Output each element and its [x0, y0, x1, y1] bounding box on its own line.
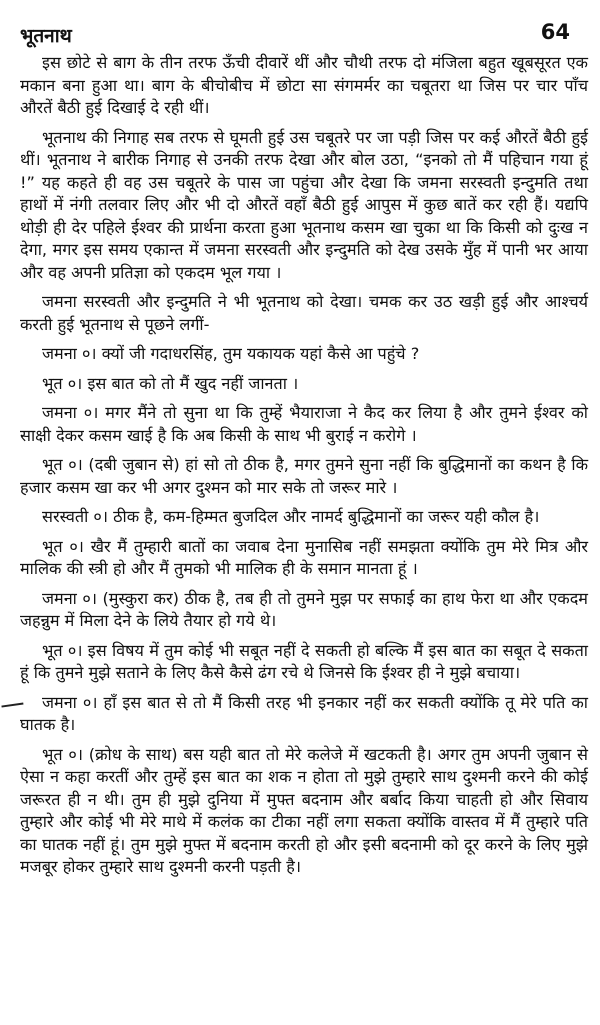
page-header: [20, 0, 588, 52]
paragraph: जमना ०। मगर मैंने तो सुना था कि तुम्हें भैयाराजा ने कैद कर लिया है और तुमने ईश्वर को साक्षी देकर कसम खाई है कि अब किसी के साथ भी बुराई न करोगे ।: [20, 403, 588, 445]
running-title: भूतनाथ: [20, 25, 72, 47]
paragraph: भूत ०। (दबी जुबान से) हां सो तो ठीक है, मगर तुमने सुना नहीं कि बुद्धिमानों का कथन है कि हजार कसम खा कर भी अगर दुश्मन को मार सके तो जरूर मारे ।: [20, 455, 588, 497]
paragraph: जमना ०। (मुस्कुरा कर) ठीक है, तब ही तो तुमने मुझ पर सफाई का हाथ फेरा था और एकदम जहन्नुम में मिला देने के लिये तैयार हो गये थे।: [20, 588, 588, 630]
paragraph: भूत ०। खैर मैं तुम्हारी बातों का जवाब देना मुनासिब नहीं समझता क्योंकि तुम मेरे मित्र और मालिक की स्त्री हो और मैं तुमको भी मालिक ही के समान मानता हूं ।: [20, 536, 588, 578]
paragraph: जमना ०। क्यों जी गदाधरसिंह, तुम यकायक यहां कैसे आ पहुंचे ?: [42, 344, 420, 363]
paragraph: भूतनाथ की निगाह सब तरफ से घूमती हुई उस चबूतरे पर जा पड़ी जिस पर कई औरतें बैठी हुई थीं। भूतनाथ ने बारीक निगाह से उनकी तरफ देखा और बोल उठा, “इनको तो मैं पहिचान गया हूं !” यह कहते ही वह उस चबूतरे के पास जा पहुंचा और देखा कि जमना सरस्वती इन्दुमति तथा हाथों में नंगी तलवार लिए और भी दो औरतें वहाँ बैठी हुई आपुस में कुछ बातें कर रही हैं। यद्यपि थोड़ी ही देर पहिले ईश्वर की प्रार्थना करता हुआ भूतनाथ कसम खा चुका था कि किसी को दुःख न देगा, मगर इस समय एकान्त में जमना सरस्वती और इन्दुमति को देख उसके मुँह में पानी भर आया और वह अपनी प्रतिज्ञा को एकदम भूल गया ।: [20, 127, 588, 282]
page-number: 64: [540, 20, 570, 44]
paragraph: भूत ०। इस विषय में तुम कोई भी सबूत नहीं दे सकती हो बल्कि मैं इस बात का सबूत दे सकता हूं कि तुमने मुझे सताने के लिए कैसे कैसे ढंग रचे थे जिनसे कि ईश्वर ही ने मुझे बचाया।: [20, 640, 588, 682]
paragraph: जमना ०। हाँ इस बात से तो मैं किसी तरह भी इनकार नहीं कर सकती क्योंकि तू मेरे पति का घातक है।: [20, 692, 588, 734]
paragraph: भूत ०। (क्रोध के साथ) बस यही बात तो मेरे कलेजे में खटकती है। अगर तुम अपनी जुबान से ऐसा न कहा करतीं और तुम्हें इस बात का शक न होता तो मुझे तुम्हारे साथ दुश्मनी करने की कोई जरूरत ही न थी। तुम ही मुझे दुनिया में मुफ्त बदनाम और बर्बाद किया चाहती हो और सिवाय तुम्हारे और कोई भी मेरे माथे में कलंक का टीका नहीं लगा सकता क्योंकि वास्तव में मैं तुम्हारे पति का घातक नहीं हूं। तुम मुझे मुफ्त में बदनाम करती हो और इसी बदनामी को दूर करने के लिए मुझे मजबूर होकर तुम्हारे साथ दुश्मनी करनी पड़ती है।: [20, 744, 588, 876]
body-text: [20, 52, 588, 879]
paragraph: सरस्वती ०। ठीक है, कम-हिम्मत बुजदिल और नामर्द बुद्धिमानों का जरूर यही कौल है।: [42, 507, 540, 526]
paragraph: इस छोटे से बाग के तीन तरफ ऊँची दीवारें थीं और चौथी तरफ दो मंजिला बहुत खूबसूरत एक मकान बना हुआ था। बाग के बीचोबीच में छोटा सा संगमर्मर का चबूतरा था जिस पर चार पाँच औरतें बैठी हुई दिखाई दे रही थीं।: [20, 53, 588, 117]
paragraph: भूत ०। इस बात को तो मैं खुद नहीं जानता ।: [42, 373, 299, 393]
paragraph: जमना सरस्वती और इन्दुमति ने भी भूतनाथ को देखा। चमक कर उठ खड़ी हुई और आश्चर्य करती हुई भूतनाथ से पूछने लगीं-: [20, 292, 588, 334]
